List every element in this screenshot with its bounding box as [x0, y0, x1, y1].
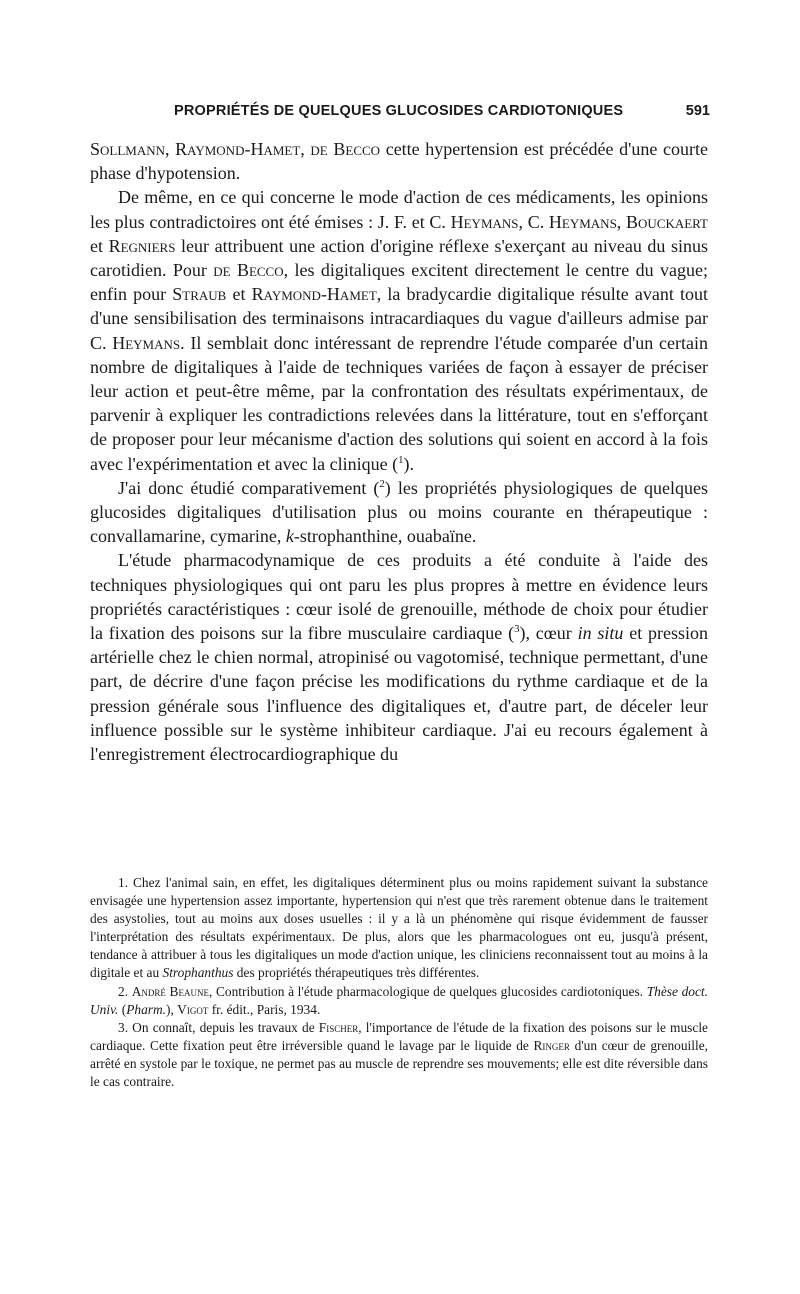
- footnote-2-text-b: , Contribution à l'étude pharmacologique de quelques glucosides cardiotoniques.: [208, 983, 647, 999]
- italic-strophanthus: Strophanthus: [162, 965, 234, 981]
- author-regniers: Regniers: [108, 235, 176, 256]
- author-de-becco: de Becco: [213, 260, 284, 281]
- footnote-3-text-b: , l'importance de l'étude de la fixation des poisons sur le muscle cardiaque. Cette fixation peut être irréversible quand le lavage par le liquide de: [90, 1019, 708, 1053]
- paragraph-1: [90, 137, 708, 185]
- paragraph-3-text-b: ) les propriétés physiologiques de quelques glucosides digitaliques d'utilisation plus ou moins courante en thérapeutique : convallamarine, cymarine,: [90, 477, 708, 547]
- footnote-ref-1: 1: [398, 453, 404, 466]
- author-names: Sollmann, Raymond-Hamet, de Becco: [90, 139, 381, 159]
- paragraph-2-text-i: , les digitaliques excitent directement le centre du vague; enfin pour: [90, 260, 708, 305]
- paragraph-3-text-c: -strophanthine, ouabaïne.: [293, 526, 477, 547]
- footnote-2-text-e: fr. édit., Paris, 1934.: [208, 1001, 321, 1017]
- italic-in-situ: in situ: [577, 623, 624, 644]
- paragraph-2-text-a: De même, en ce qui concerne le mode d'action de ces médicaments, les opinions les plus contradictoires ont été émises : J. F. et C.: [90, 187, 708, 232]
- author-heymans-2: Heymans: [112, 332, 181, 353]
- footnote-1: [90, 874, 708, 983]
- footnote-2-text-c: (: [118, 1001, 127, 1017]
- footnote-2-number: 2.: [118, 983, 132, 999]
- paragraph-4-text-b: ), cœur: [519, 623, 578, 644]
- paragraph-4-text-c: et pression artérielle chez le chien normal, atropinisé ou vagotomisé, technique permettant, d'une part, de décrire d'une façon précise les modifications du rythme cardiaque et de la pression générale sous l'influence des digitaliques et, d'autre part, de déceler leur influence possible sur le système inhibiteur cardiaque. J'ai eu recours également à l'enregistrement électrocardiographique du: [90, 623, 708, 765]
- author-heymans: Heymans: [450, 211, 519, 232]
- footnote-ref-3: 3: [514, 623, 520, 636]
- author-fischer: Fischer: [318, 1019, 359, 1035]
- footnote-2-text-d: ),: [166, 1001, 178, 1017]
- running-title: PROPRIÉTÉS DE QUELQUES GLUCOSIDES CARDIOTONIQUES: [174, 103, 624, 119]
- paragraph-4: [90, 548, 708, 766]
- publisher-vigot: Vigot: [177, 1001, 209, 1017]
- paragraph-2: [90, 185, 708, 475]
- footnote-3-text-a: 3. On connaît, depuis les travaux de: [118, 1019, 319, 1035]
- italic-pharm: Pharm.: [126, 1001, 167, 1017]
- paragraph-2-text-end: ).: [403, 453, 414, 474]
- author-heymans-bouckaert: Heymans, Bouckaert: [548, 211, 708, 232]
- footnote-ref-2: 2: [379, 477, 385, 490]
- paragraph-3: [90, 476, 708, 549]
- paragraph-2-text-o: . Il semblait donc intéressant de reprendre l'étude comparée d'un certain nombre de digitaliques à l'aide de techniques variées de façon à essayer de préciser leur action et peut-être même, par la confrontation des résultats expérimentaux, de parvenir à expliquer les contradictions relevées dans la littérature, tout en s'efforçant de proposer pour leur mécanisme d'action des solutions qui soient en accord à la fois avec l'expérimentation et avec la clinique (: [90, 332, 708, 474]
- footnote-2: [90, 983, 708, 1019]
- name-ringer: Ringer: [533, 1037, 570, 1053]
- paragraph-4-text-a: L'étude pharmacodynamique de ces produits a été conduite à l'aide des techniques physiologiques qui ont paru les plus propres à mettre en évidence leurs propriétés caractéristiques : cœur isolé de grenouille, méthode de choix pour étudier la fixation des poisons sur la fibre musculaire cardiaque (: [90, 550, 708, 644]
- footnote-3-text-c: d'un cœur de grenouille, arrêté en systole par le toxique, ne permet pas au muscle de reprendre ses mouvements; elle est dite réversible dans le cas contraire.: [90, 1037, 708, 1090]
- page-number: 591: [685, 103, 710, 119]
- running-head: [90, 103, 710, 125]
- footnote-1-text-b: des propriétés thérapeutiques très différentes.: [233, 965, 480, 981]
- italic-thesis: Thèse doct. Univ.: [90, 983, 708, 1017]
- italic-k: k: [285, 526, 294, 547]
- paragraph-2-text-g: leur attribuent une action d'origine réflexe s'exerçant au niveau du sinus carotidien. Pour: [90, 235, 708, 281]
- paragraph-2-text-e: et: [90, 235, 109, 256]
- footnote-3: [90, 1019, 708, 1091]
- body-text: [90, 137, 708, 766]
- paragraph-3-text-a: J'ai donc étudié comparativement (: [118, 477, 380, 498]
- paragraph-2-text-c: , C.: [518, 211, 549, 232]
- author-straub: Straub: [172, 284, 227, 305]
- paragraph-1-text: cette hypertension est précédée d'une courte phase d'hypotension.: [90, 139, 708, 184]
- footnotes: [90, 874, 708, 1091]
- author-raymond-hamet: Raymond-Hamet: [251, 284, 377, 305]
- author-andre-beaune: André Beaune: [131, 983, 209, 999]
- paragraph-2-text-k: et: [226, 284, 252, 305]
- paragraph-2-text-m: , la bradycardie digitalique résulte avant tout d'une sensibilisation des terminaisons intracardiaques du vague d'ailleurs admise par C.: [90, 284, 708, 353]
- footnote-1-text-a: 1. Chez l'animal sain, en effet, les digitaliques déterminent plus ou moins rapidement suivant la substance envisagée une hypertension assez importante, hypertension qui n'est que très rarement obtenue dans le traitement des asystolies, tout au moins aux doses usuelles : il y a là un phénomène qui risque évidemment de fausser l'interprétation des résultats expérimentaux. De plus, alors que les pharmacologues ont eu, jusqu'à présent, tendance à attribuer à tous les digitaliques un mode d'action unique, les cliniciens reconnaissent tout au moins à la digitale et au: [90, 875, 708, 981]
